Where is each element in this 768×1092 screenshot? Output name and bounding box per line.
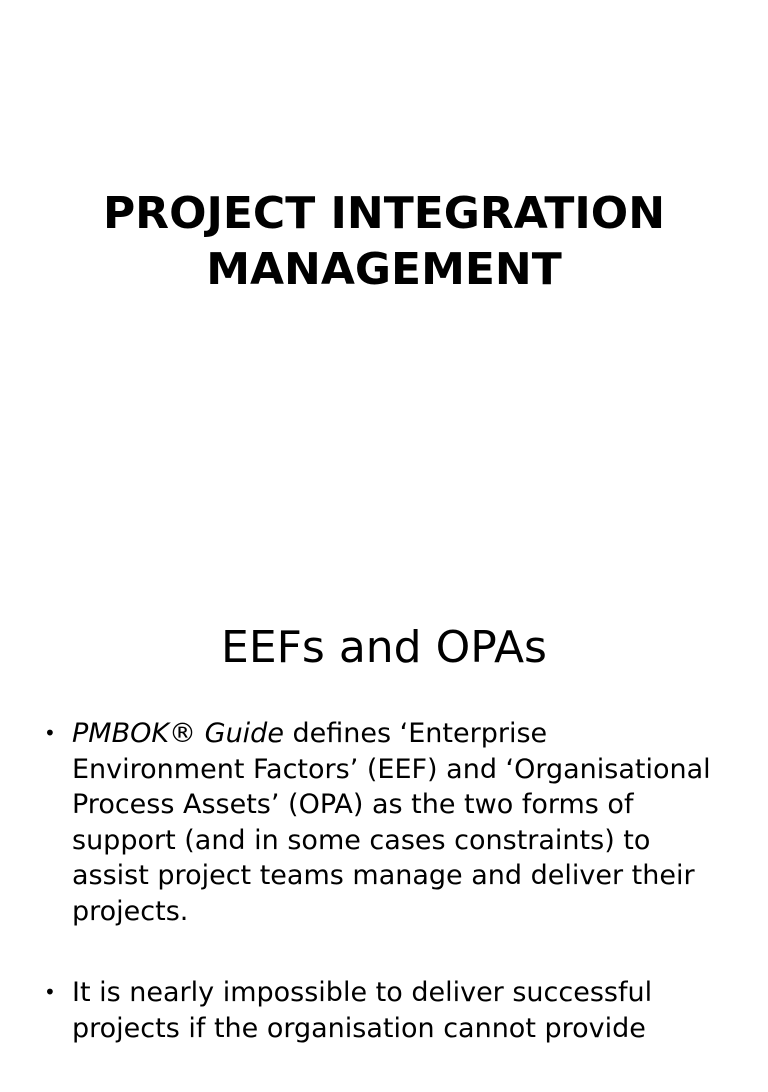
bullet-marker: •: [44, 980, 56, 1004]
bullet-text: It is nearly impossible to deliver successful projects if the organisation cannot provide: [72, 977, 653, 1044]
bullet-list: [44, 716, 724, 1092]
bullet-italic-lead: PMBOK® Guide: [72, 718, 284, 749]
section-heading: EEFs and OPAs: [221, 622, 547, 673]
bullet-item: [44, 716, 724, 929]
bullet-marker: •: [44, 721, 56, 745]
slide-title: [0, 186, 768, 298]
bullet-text: defines ‘Enterprise Environment Factors’ (EEF) and ‘Organisational Process Assets’ (OPA) as the two forms of support (and in some cases constraints) to assist project teams manage and deliver their projects.: [72, 718, 711, 927]
bullet-item: [44, 975, 724, 1046]
slide-title-line-1: PROJECT INTEGRATION: [102, 188, 666, 239]
slide-title-line-2: MANAGEMENT: [206, 244, 562, 295]
